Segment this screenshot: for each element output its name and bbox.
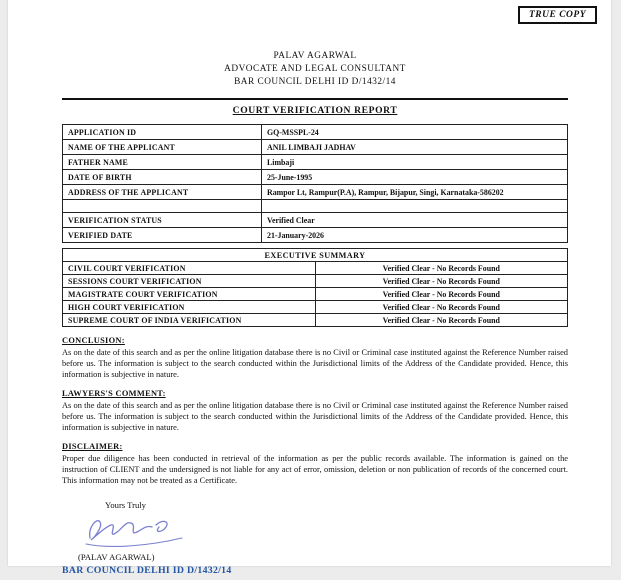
row-label: DATE OF BIRTH [63,170,262,185]
table-row [63,185,568,200]
signature-image [82,514,568,550]
row-value: Verified Clear [262,213,568,228]
row-label: NAME OF THE APPLICANT [63,140,262,155]
table-row [63,228,568,243]
summary-heading-row [63,249,568,262]
row-value: Verified Clear - No Records Found [315,301,568,314]
row-value: 25-June-1995 [262,170,568,185]
table-row [63,140,568,155]
report-title: COURT VERIFICATION REPORT [232,105,398,116]
lawyers-comment-heading: LAWYERS'S COMMENT: [62,389,166,398]
conclusion-heading: CONCLUSION: [62,336,125,345]
report-sheet [8,0,611,576]
table-row [63,213,568,228]
row-value: 21-January-2026 [262,228,568,243]
row-value: GQ-MSSPL-24 [262,125,568,140]
lawyers-comment-text: As on the date of this search and as per the online litigation database there is no Civil or Criminal case instituted against the Reference Number raised before us. The information is subject to the search conducted within the Jurisdictional limits of the Address of the Candidate provided. Hence, this information is subjective in nature. [62,401,568,432]
row-label: VERIFIED DATE [63,228,262,243]
row-label: MAGISTRATE COURT VERIFICATION [63,288,316,301]
lawyers-comment-section [62,389,568,433]
conclusion-section [62,336,568,380]
row-label: FATHER NAME [63,155,262,170]
table-row [63,314,568,327]
advocate-name: PALAV AGARWAL [273,51,357,61]
disclaimer-heading: DISCLAIMER: [62,442,123,451]
row-label: APPLICATION ID [63,125,262,140]
table-row [63,301,568,314]
disclaimer-section [62,442,568,486]
report-content [8,0,611,576]
row-label: SESSIONS COURT VERIFICATION [63,275,316,288]
row-label: SUPREME COURT OF INDIA VERIFICATION [63,314,316,327]
row-value: ANIL LIMBAJI JADHAV [262,140,568,155]
salutation: Yours Truly [105,500,146,510]
row-label: HIGH COURT VERIFICATION [63,301,316,314]
row-label [63,200,262,213]
table-row [63,288,568,301]
row-label: CIVIL COURT VERIFICATION [63,262,316,275]
row-label: ADDRESS OF THE APPLICANT [63,185,262,200]
table-row [63,262,568,275]
row-value: Verified Clear - No Records Found [315,288,568,301]
conclusion-text: As on the date of this search and as per the online litigation database there is no Civil or Criminal case instituted against the Reference Number raised before us. The information is subject to the search conducted within the Jurisdictional limits of the Address of the Candidate provided. Hence, this information is subjective in nature. [62,348,568,379]
row-label: VERIFICATION STATUS [63,213,262,228]
executive-summary-table [62,248,568,327]
true-copy-stamp: TRUE COPY [518,6,597,24]
row-value: Rampor Lt, Rampur(P.A), Rampur, Bijapur, Singi, Karnataka-586202 [262,185,568,200]
table-row [63,155,568,170]
closing-block [62,500,568,576]
advocate-bar-council: BAR COUNCIL DELHI ID D/1432/14 [234,77,396,87]
row-value [262,200,568,213]
signer-name: (PALAV AGARWAL) [78,552,155,562]
row-value: Verified Clear - No Records Found [315,262,568,275]
row-value: Limbaji [262,155,568,170]
table-row-empty [63,200,568,213]
letterhead [62,50,568,89]
row-value: Verified Clear - No Records Found [315,275,568,288]
table-row [63,170,568,185]
table-row [63,275,568,288]
signature-icon [82,514,192,550]
header-divider [62,98,568,100]
details-table [62,124,568,243]
table-row [63,125,568,140]
disclaimer-text: Proper due diligence has been conducted in retrieval of the information as per the public records available. The information is gained on the instruction of CLIENT and the undersigned is not liable for any act of error, omission, deletion or non publication of records of the concerned court. This information may not be treated as a Certificate. [62,454,568,485]
row-value: Verified Clear - No Records Found [315,314,568,327]
executive-summary-heading: EXECUTIVE SUMMARY [63,249,568,262]
advocate-role: ADVOCATE AND LEGAL CONSULTANT [224,64,406,74]
bar-council-id: BAR COUNCIL DELHI ID D/1432/14 [62,565,232,576]
